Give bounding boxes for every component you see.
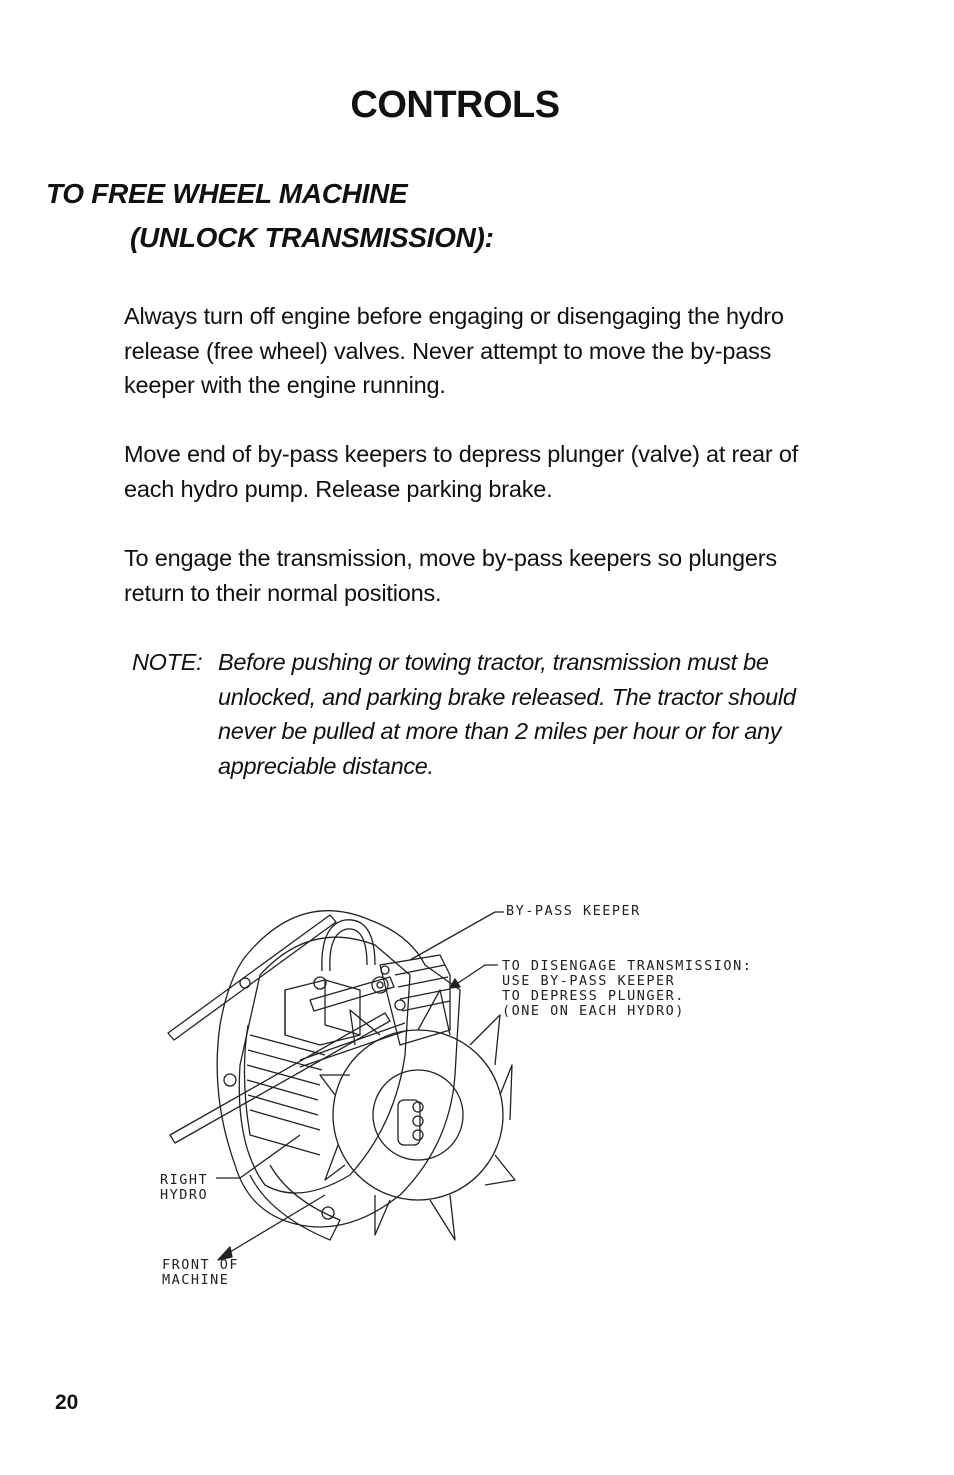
section-heading-line1: TO FREE WHEEL MACHINE: [46, 178, 408, 209]
leader-right-hydro: [216, 1135, 300, 1178]
housing-inner-ring: [239, 937, 410, 1193]
paragraph-depress-plunger: Move end of by-pass keepers to depress plunger (valve) at rear of each hydro pump. Release parking brake.: [124, 441, 799, 502]
paragraph-engage-transmission: To engage the transmission, move by-pass keepers so plungers return to their normal positions.: [124, 545, 777, 606]
rod-lower: [300, 1023, 408, 1067]
rod-upper: [168, 915, 336, 1040]
page-number: 20: [55, 1391, 79, 1414]
rod-middle: [170, 1013, 390, 1143]
pipe: [322, 920, 375, 971]
top-block: [380, 955, 450, 1045]
cooling-fan: [320, 990, 515, 1240]
callout-right-hydro: RIGHT HYDRO: [160, 1172, 209, 1203]
valve-block: [285, 980, 360, 1045]
callout-bypass-keeper: BY-PASS KEEPER: [506, 903, 641, 919]
page-title: CONTROLS: [350, 84, 560, 126]
section-heading-line2: (UNLOCK TRANSMISSION):: [130, 222, 494, 253]
hydro-transmission-diagram: [150, 895, 810, 1295]
arrow-front: [225, 1195, 325, 1255]
leader-disengage: [455, 965, 498, 985]
note-label: NOTE:: [132, 649, 203, 675]
callout-disengage-transmission: TO DISENGAGE TRANSMISSION: USE BY-PASS KEEPER TO DEPRESS PLUNGER. (ONE ON EACH HYDRO): [502, 958, 753, 1019]
fins-left: [247, 1035, 325, 1130]
paragraph-engine-off: Always turn off engine before engaging or disengaging the hydro release (free wheel) valves. Never attempt to move the by-pass keeper with the engine running.: [124, 303, 784, 398]
callout-front-of-machine: FRONT OF MACHINE: [162, 1257, 240, 1288]
leader-bypass: [410, 912, 504, 960]
note-text: Before pushing or towing tractor, transmission must be unlocked, and parking brake released. The tractor should never be pulled at more than 2 miles per hour or for any appreciable distance.: [218, 649, 796, 779]
